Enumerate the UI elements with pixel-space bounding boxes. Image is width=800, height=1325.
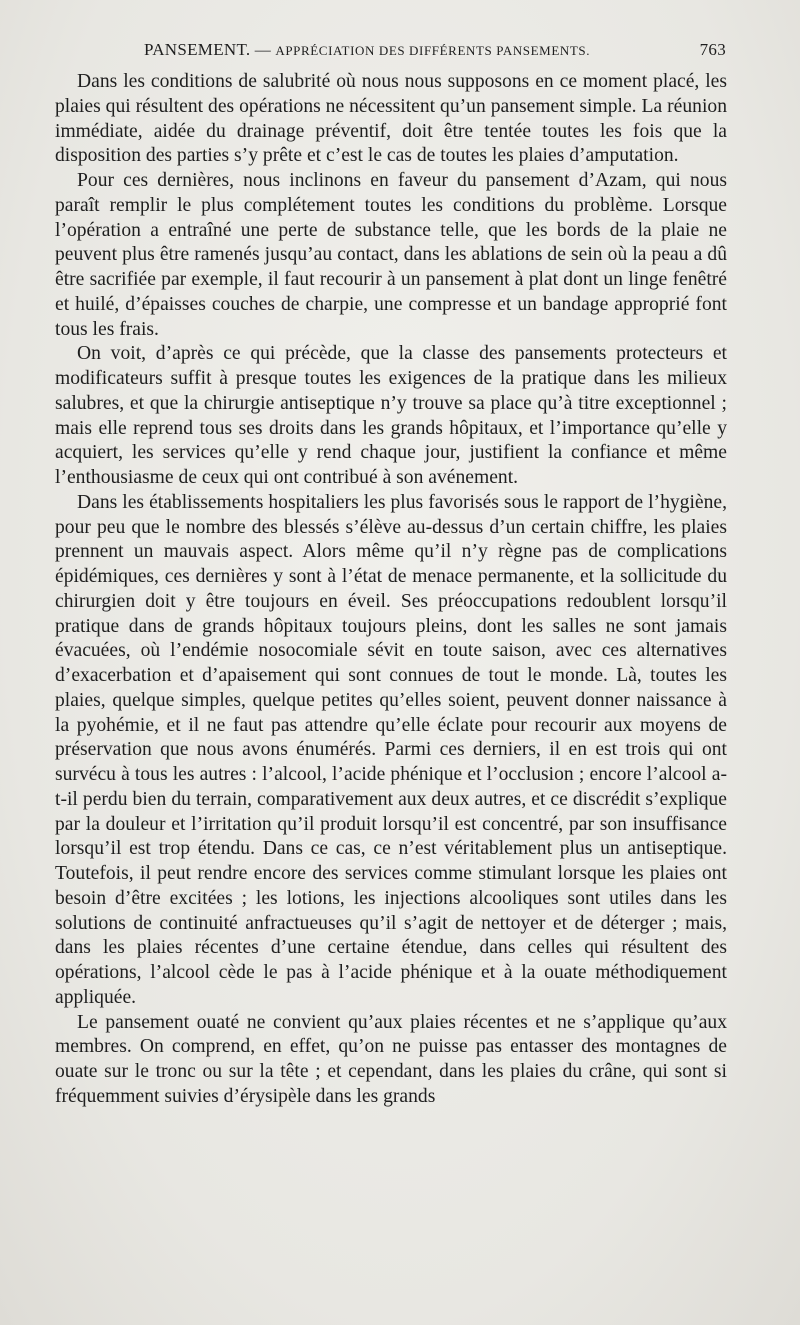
paragraph: Dans les établissements hospitaliers les plus favorisés sous le rapport de l’hygiène, pour peu que le nombre des blessés s’élève au-dessus d’un certain chiffre, les plaies prennent un mauvais aspect. Alors même qu’il n’y règne pas de complications épidémiques, ces dernières y sont à l’état de menace permanente, et la sollicitude du chirurgien doit y être toujours en éveil. Ses préoccupations redoublent lorsqu’il pratique dans de grands hôpitaux toujours pleins, dont les salles ne sont jamais évacuées, où l’endémie nosocomiale sévit en toute saison, avec ces alternatives d’exacerbation et d’apaisement qui sont connues de tout le monde. Là, toutes les plaies, quelque simples, quelque petites qu’elles soient, peuvent donner naissance à la pyohémie, et il ne faut pas attendre qu’elle éclate pour recourir aux moyens de préservation que nous avons énumérés. Parmi ces derniers, il en est trois qui ont survécu à tous les autres : l’alcool, l’acide phénique et l’occlusion ; encore l’alcool a-t-il perdu bien du terrain, comparativement aux deux autres, et ce discrédit s’explique par la douleur et l’irritation qu’il produit lorsqu’il est concentré, par son insuffisance lorsqu’il est trop étendu. Dans ce cas, ce n’est véritablement plus un antiseptique. Toutefois, il peut rendre encore des services comme stimulant lorsque les plaies ont besoin d’être excitées ; les lotions, les injections alcooliques sont utiles dans les solutions de continuité anfractueuses qu’il s’agit de nettoyer et de déterger ; mais, dans les plaies récentes d’une certaine étendue, dans celles qui résultent des opérations, l’alcool cède le pas à l’acide phénique et à la ouate méthodiquement appliquée. bbox=[55, 491, 727, 1008]
body-text bbox=[55, 70, 727, 1110]
page-number: 763 bbox=[699, 40, 726, 59]
running-title-separator: — bbox=[250, 42, 276, 59]
paragraph: Dans les conditions de salubrité où nous nous supposons en ce moment placé, les plaies qui résultent des opérations ne nécessitent qu’un pansement simple. La réunion immédiate, aidée du drainage préventif, doit être tentée toutes les fois que la disposition des parties s’y prête et c’est le cas de toutes les plaies d’amputation. bbox=[55, 71, 727, 167]
running-title-sub: APPRÉCIATION DES DIFFÉRENTS PANSEMENTS. bbox=[275, 43, 591, 58]
running-header bbox=[56, 38, 726, 62]
paragraph: Le pansement ouaté ne convient qu’aux plaies récentes et ne s’applique qu’aux membres. On comprend, en effet, qu’on ne puisse pas entasser des montagnes de ouate sur le tronc ou sur la tête ; et cependant, dans les plaies du crâne, qui sont si fréquemment suivies d’érysipèle dans les grands bbox=[55, 1011, 727, 1107]
running-title bbox=[144, 40, 590, 60]
paragraph: Pour ces dernières, nous inclinons en faveur du pansement d’Azam, qui nous paraît remplir le plus complétement toutes les conditions du problème. Lorsque l’opération a entraîné une perte de substance telle, que les bords de la plaie ne peuvent plus être ramenés jusqu’au contact, dans les ablations de sein où la peau a dû être sacrifiée par exemple, il faut recourir à un pansement à plat dont un linge fenêtré et huilé, d’épaisses couches de charpie, une compresse et un bandage approprié font tous les frais. bbox=[55, 170, 727, 340]
running-title-main: PANSEMENT. bbox=[144, 40, 251, 59]
paragraph: On voit, d’après ce qui précède, que la classe des pansements protecteurs et modificateurs suffit à presque toutes les exigences de la pratique dans les milieux salubres, et que la chirurgie antiseptique n’y trouve sa place qu’à titre exceptionnel ; mais elle reprend tous ses droits dans les grands hôpitaux, et l’importance qu’elle y acquiert, les services qu’elle y rend chaque jour, justifient la confiance et même l’enthousiasme de ceux qui ont contribué à son avénement. bbox=[55, 343, 727, 488]
